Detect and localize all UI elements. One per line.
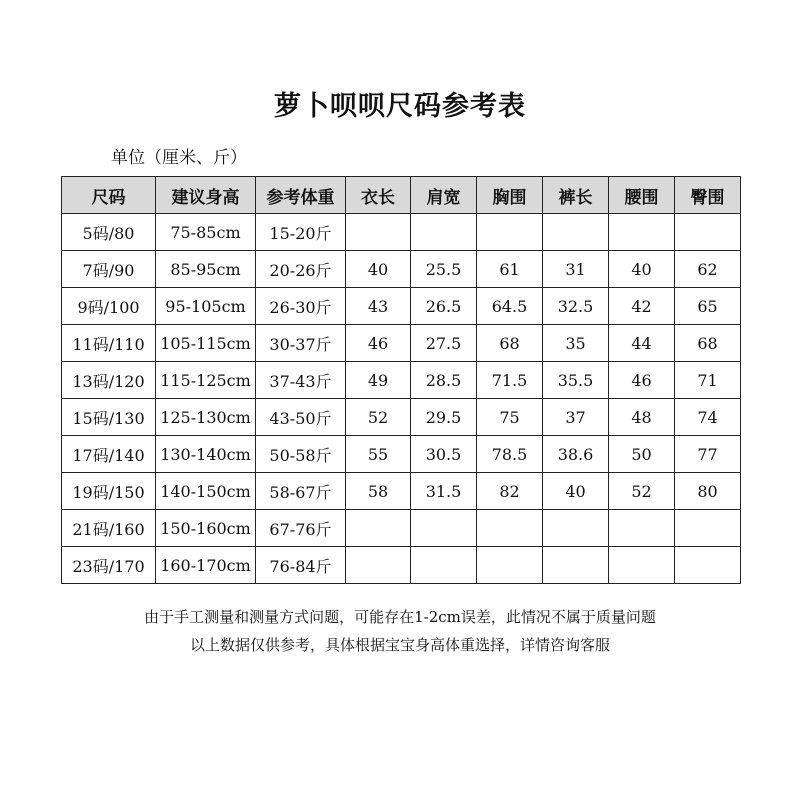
cell-garment-length (346, 547, 411, 584)
table-row (62, 510, 741, 547)
cell-pants-length: 40 (543, 473, 609, 510)
cell-waist (609, 214, 675, 251)
cell-pants-length: 37 (543, 399, 609, 436)
cell-waist: 46 (609, 362, 675, 399)
cell-size: 15码/130 (62, 399, 156, 436)
cell-height: 140-150cm (156, 473, 256, 510)
cell-pants-length: 35 (543, 325, 609, 362)
cell-pants-length: 31 (543, 251, 609, 288)
reference-note: 以上数据仅供参考，具体根据宝宝身高体重选择，详情咨询客服 (189, 636, 610, 654)
cell-weight: 58-67斤 (256, 473, 346, 510)
table-row (62, 288, 741, 325)
cell-size: 11码/110 (62, 325, 156, 362)
cell-weight: 20-26斤 (256, 251, 346, 288)
header-hip: 臀围 (675, 177, 741, 214)
cell-garment-length: 46 (346, 325, 411, 362)
cell-size: 5码/80 (62, 214, 156, 251)
cell-height: 125-130cm (156, 399, 256, 436)
cell-weight: 15-20斤 (256, 214, 346, 251)
cell-hip: 77 (675, 436, 741, 473)
cell-weight: 26-30斤 (256, 288, 346, 325)
cell-garment-length: 43 (346, 288, 411, 325)
cell-waist: 50 (609, 436, 675, 473)
cell-garment-length: 58 (346, 473, 411, 510)
cell-hip (675, 214, 741, 251)
cell-weight: 67-76斤 (256, 510, 346, 547)
cell-hip: 71 (675, 362, 741, 399)
cell-chest: 71.5 (477, 362, 543, 399)
cell-garment-length: 49 (346, 362, 411, 399)
cell-weight: 37-43斤 (256, 362, 346, 399)
header-waist: 腰围 (609, 177, 675, 214)
cell-waist: 44 (609, 325, 675, 362)
cell-height: 105-115cm (156, 325, 256, 362)
cell-garment-length: 55 (346, 436, 411, 473)
measurement-note: 由于手工测量和测量方式问题，可能存在1-2cm误差，此情况不属于质量问题 (144, 608, 656, 626)
cell-hip: 62 (675, 251, 741, 288)
cell-pants-length: 32.5 (543, 288, 609, 325)
table-row (62, 362, 741, 399)
unit-label: 单位（厘米、斤） (111, 148, 247, 168)
cell-chest: 61 (477, 251, 543, 288)
header-shoulder-width: 肩宽 (411, 177, 477, 214)
cell-height: 85-95cm (156, 251, 256, 288)
cell-size: 17码/140 (62, 436, 156, 473)
cell-weight: 30-37斤 (256, 325, 346, 362)
cell-weight: 76-84斤 (256, 547, 346, 584)
cell-height: 130-140cm (156, 436, 256, 473)
table-row (62, 214, 741, 251)
cell-size: 21码/160 (62, 510, 156, 547)
cell-pants-length: 35.5 (543, 362, 609, 399)
cell-chest (477, 547, 543, 584)
cell-size: 9码/100 (62, 288, 156, 325)
cell-pants-length (543, 547, 609, 584)
cell-garment-length: 52 (346, 399, 411, 436)
cell-shoulder-width (411, 510, 477, 547)
table-row (62, 399, 741, 436)
cell-hip (675, 510, 741, 547)
cell-hip: 74 (675, 399, 741, 436)
cell-height: 160-170cm (156, 547, 256, 584)
cell-shoulder-width: 25.5 (411, 251, 477, 288)
cell-hip (675, 547, 741, 584)
cell-height: 115-125cm (156, 362, 256, 399)
cell-weight: 43-50斤 (256, 399, 346, 436)
cell-chest (477, 214, 543, 251)
cell-chest: 64.5 (477, 288, 543, 325)
cell-shoulder-width: 31.5 (411, 473, 477, 510)
table-body (62, 214, 741, 584)
cell-pants-length (543, 510, 609, 547)
cell-chest: 82 (477, 473, 543, 510)
table-row (62, 547, 741, 584)
table-row (62, 436, 741, 473)
cell-waist: 48 (609, 399, 675, 436)
cell-waist: 42 (609, 288, 675, 325)
cell-chest: 78.5 (477, 436, 543, 473)
size-chart-table (61, 176, 741, 584)
header-garment-length: 衣长 (346, 177, 411, 214)
header-height: 建议身高 (156, 177, 256, 214)
header-pants-length: 裤长 (543, 177, 609, 214)
cell-hip: 80 (675, 473, 741, 510)
cell-waist: 52 (609, 473, 675, 510)
cell-shoulder-width: 28.5 (411, 362, 477, 399)
table-row (62, 325, 741, 362)
cell-chest: 68 (477, 325, 543, 362)
cell-size: 19码/150 (62, 473, 156, 510)
cell-chest (477, 510, 543, 547)
cell-shoulder-width: 26.5 (411, 288, 477, 325)
header-chest: 胸围 (477, 177, 543, 214)
table-header-row (62, 177, 741, 214)
cell-shoulder-width: 30.5 (411, 436, 477, 473)
cell-size: 7码/90 (62, 251, 156, 288)
page-title: 萝卜呗呗尺码参考表 (274, 91, 526, 122)
cell-shoulder-width (411, 547, 477, 584)
header-weight: 参考体重 (256, 177, 346, 214)
cell-hip: 65 (675, 288, 741, 325)
cell-size: 13码/120 (62, 362, 156, 399)
cell-waist: 40 (609, 251, 675, 288)
cell-height: 95-105cm (156, 288, 256, 325)
cell-height: 75-85cm (156, 214, 256, 251)
cell-pants-length: 38.6 (543, 436, 609, 473)
cell-waist (609, 547, 675, 584)
cell-shoulder-width: 27.5 (411, 325, 477, 362)
cell-hip: 68 (675, 325, 741, 362)
cell-shoulder-width (411, 214, 477, 251)
cell-waist (609, 510, 675, 547)
header-size: 尺码 (62, 177, 156, 214)
cell-chest: 75 (477, 399, 543, 436)
cell-garment-length: 40 (346, 251, 411, 288)
cell-weight: 50-58斤 (256, 436, 346, 473)
cell-height: 150-160cm (156, 510, 256, 547)
cell-garment-length (346, 510, 411, 547)
table-row (62, 473, 741, 510)
table-row (62, 251, 741, 288)
cell-size: 23码/170 (62, 547, 156, 584)
cell-pants-length (543, 214, 609, 251)
cell-shoulder-width: 29.5 (411, 399, 477, 436)
cell-garment-length (346, 214, 411, 251)
